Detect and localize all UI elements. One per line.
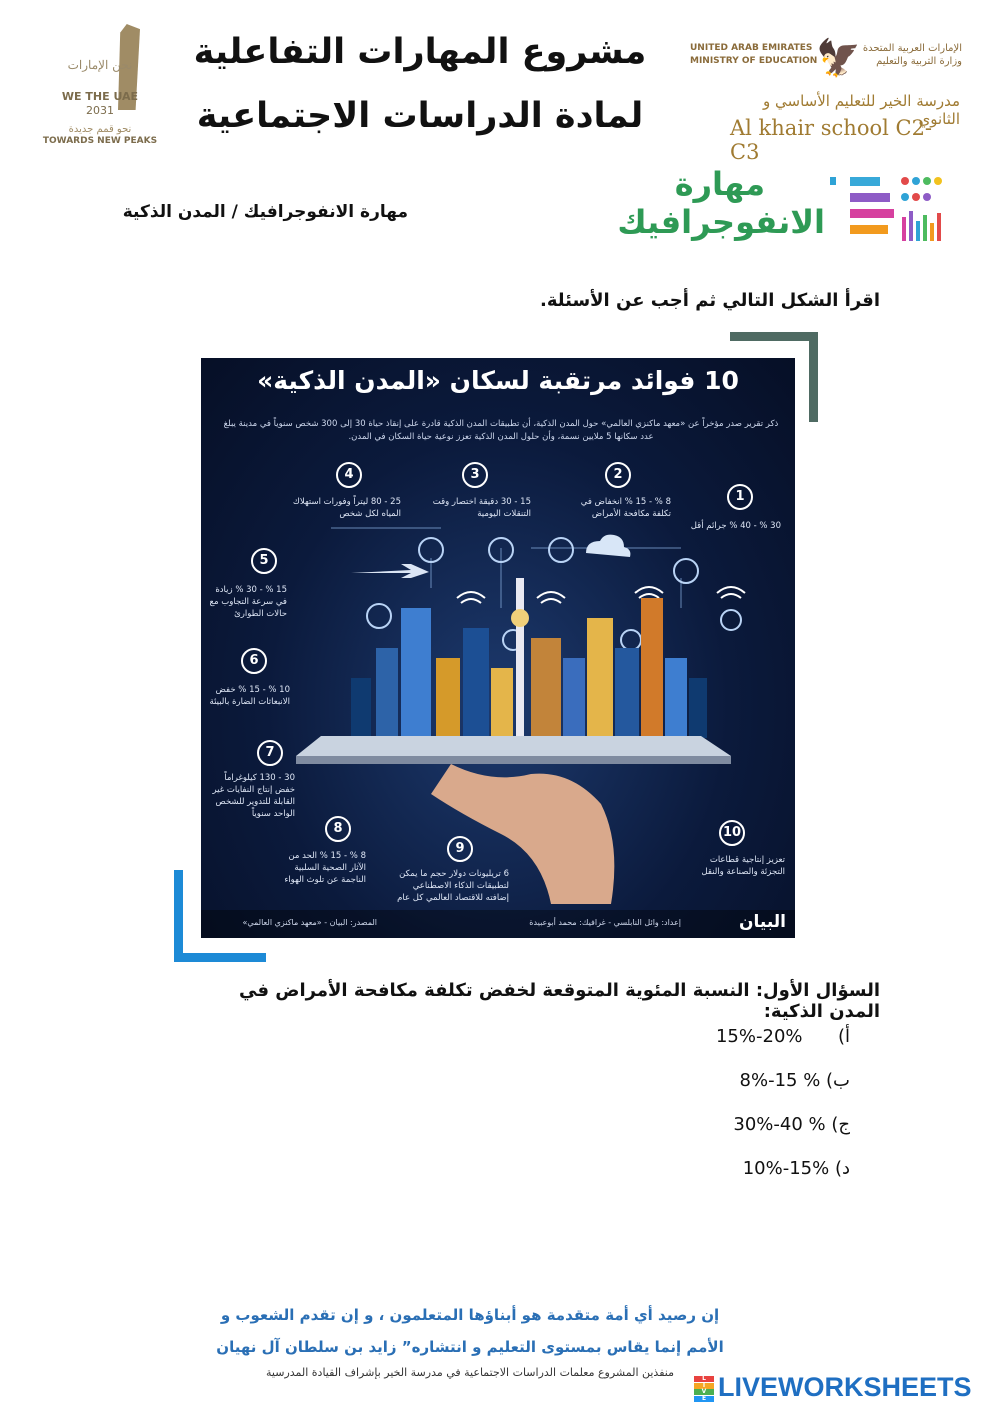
ministry-name-en: UNITED ARAB EMIRATES MINISTRY OF EDUCATION <box>690 43 818 66</box>
skill-logo-word1: مهارة <box>674 165 765 203</box>
benefit-number-8: 8 <box>325 816 351 842</box>
benefit-text-6: 10 % - 15 % خفض الانبعاثات الضارة بالبيئة <box>209 685 290 707</box>
uae-logo-tag-en: TOWARDS NEW PEAKS <box>42 136 158 146</box>
option-value: 15%-20% <box>715 1026 803 1047</box>
infographic-credits: إعداد: وائل النابلسي - غرافيك: محمد أبوعبيدة <box>529 918 681 927</box>
option-b[interactable] <box>530 1070 850 1091</box>
benefit-text-4: 25 - 80 ليتراً وفورات استهلاك المياه لكل شخص <box>292 497 401 519</box>
benefit-number-1: 1 <box>727 484 753 510</box>
benefit-number-3: 3 <box>462 462 488 488</box>
benefit-text-1: 30 % - 40 % جرائم أقل <box>690 521 781 531</box>
liveworksheets-logo[interactable] <box>694 1372 994 1406</box>
uae-logo-tag-ar: نحو قمم جديدة <box>68 124 132 135</box>
school-name-en: Al khair school C2-C3 <box>730 116 933 164</box>
benefit-text-7: 30 - 130 كيلوغراماً خفض إنتاج النفايات غير القابلة للتدوير للشخص الواحد سنوياً <box>212 773 295 819</box>
infographic-intro: ذكر تقرير صدر مؤخراً عن «معهد ماكنزي العالمي» حول المدن الذكية، أن تطبيقات المدن الذكية قادرة على إنقاذ حياة 30 إلى 300 شخص سنوياً في مدينة يبلغ عدد سكانها 5 ملايين نسمة، وأن حلول المدن الذكية تعزز نوعية حياة السكان في المدن. <box>223 419 779 442</box>
benefit-number-6: 6 <box>241 648 267 674</box>
benefit-text-2: 8 % - 15 % انخفاض في تكلفة مكافحة الأمراض <box>580 497 671 519</box>
infographic-title: 10 فوائد مرتقبة لسكان «المدن الذكية» <box>257 366 739 395</box>
live-letter: E <box>694 1396 714 1402</box>
infographic-chart-icon <box>830 173 945 245</box>
benefit-number-4: 4 <box>336 462 362 488</box>
benefit-number-9: 9 <box>447 836 473 862</box>
smart-cities-infographic <box>201 358 795 938</box>
benefit-text-10: تعزيز إنتاجية قطاعات التجزئة والصناعة والنقل <box>701 855 785 877</box>
albayan-logo: البيان <box>739 912 786 932</box>
option-label: أ) <box>837 1026 850 1047</box>
worksheet-subtitle: مهارة الانفوجرافيك / المدن الذكية <box>122 202 408 222</box>
ministry-name-ar: الإمارات العربية المتحدة وزارة التربية والتعليم <box>862 43 962 67</box>
infographic-source: المصدر: البيان - «معهد ماكنزي العالمي» <box>242 918 377 927</box>
option-value: 10%-15% <box>742 1158 830 1179</box>
option-value: 8%-15 % <box>739 1070 821 1091</box>
page-title-line1: مشروع المهارات التفاعلية <box>193 32 647 72</box>
benefit-number-2: 2 <box>605 462 631 488</box>
ministry-header <box>690 36 962 164</box>
live-letter: L <box>694 1376 714 1382</box>
option-a[interactable] <box>530 1026 850 1047</box>
benefit-number-5: 5 <box>251 548 277 574</box>
infographic-skill-logo <box>615 165 955 247</box>
infographic-footer <box>201 910 795 938</box>
quote-line-2: الأمم إنما يقاس بمستوى التعليم و انتشاره” زايد بن سلطان آل نهيان <box>216 1338 724 1356</box>
school-name-ar: مدرسة الخير للتعليم الأساسي و الثانوي <box>762 92 960 128</box>
option-value: 30%-40 % <box>733 1114 826 1135</box>
option-label: ب) <box>826 1070 850 1091</box>
uae-logo-ar: نحن الإمارات <box>67 58 133 72</box>
live-letter: I <box>694 1383 714 1389</box>
skill-logo-word2: الانفوجرافيك <box>617 203 825 241</box>
live-letter: V <box>694 1389 714 1395</box>
benefit-text-5: 15 % - 30 % زيادة في سرعة التجاوب مع حالات الطوارئ <box>209 585 287 619</box>
liveworksheets-wordmark: LIVEWORKSHEETS <box>718 1372 972 1402</box>
option-d[interactable] <box>530 1158 850 1179</box>
benefit-text-3: 15 - 30 دقيقة اختصار وقت التنقلات اليومية <box>432 497 531 519</box>
option-label: ج) <box>831 1114 850 1135</box>
uae-logo-year: 2031 <box>86 104 114 117</box>
we-the-uae-logo <box>40 20 170 150</box>
project-credits: منفذين المشروع معلمات الدراسات الاجتماعية في مدرسة الخير بإشراف القيادة المدرسية <box>266 1366 674 1379</box>
option-c[interactable] <box>530 1114 850 1135</box>
live-badge-icon <box>694 1376 714 1402</box>
uae-emblem-icon: 🦅 <box>816 38 861 79</box>
page-title-line2: لمادة الدراسات الاجتماعية <box>196 96 644 136</box>
instruction-text: اقرأ الشكل التالي ثم أجب عن الأسئلة. <box>540 290 880 311</box>
quote-line-1: إن رصيد أي أمة متقدمة هو أبناؤها المتعلمون ، و إن تقدم الشعوب و <box>220 1306 720 1324</box>
benefit-text-8: 8 % - 15 % الحد من الآثار الصحية السلبية الناجمة عن تلوث الهواء <box>284 851 366 885</box>
option-label: د) <box>834 1158 850 1179</box>
uae-logo-en: WE THE UAE <box>61 90 139 103</box>
question-1-text: السؤال الأول: النسبة المئوية المتوقعة لخفض تكلفة مكافحة الأمراض في المدن الذكية: <box>239 980 880 1022</box>
benefit-text-9: 6 تريليونات دولار حجم ما يمكن لتطبيقات الذكاء الاصطناعي إضافته للاقتصاد العالمي كل عام <box>397 869 509 903</box>
benefit-number-7: 7 <box>257 740 283 766</box>
benefit-number-10: 10 <box>719 820 745 846</box>
